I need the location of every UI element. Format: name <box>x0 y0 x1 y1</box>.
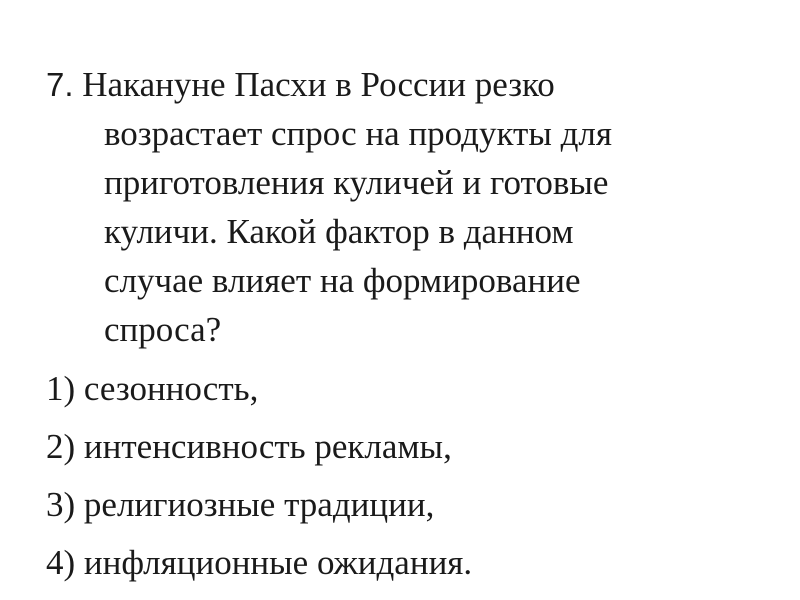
answer-option-2: 2) интенсивность рекламы, <box>46 427 452 466</box>
question-line: куличи. Какой фактор в данном <box>104 212 574 251</box>
question-number: 7. <box>46 66 74 103</box>
answer-option-3: 3) религиозные традиции, <box>46 485 435 524</box>
answer-option-1: 1) сезонность, <box>46 369 259 408</box>
question-text: Накануне Пасхи в России резко <box>82 65 555 104</box>
question-line: возрастает спрос на продукты для <box>104 114 612 153</box>
question-block <box>46 60 766 354</box>
answer-options <box>46 360 766 592</box>
answer-option-4: 4) инфляционные ожидания. <box>46 543 473 582</box>
question-line: приготовления куличей и готовые <box>104 163 609 202</box>
question-line: случае влияет на формирование <box>104 261 581 300</box>
question-line <box>46 60 766 109</box>
question-line: спроса? <box>104 310 222 349</box>
